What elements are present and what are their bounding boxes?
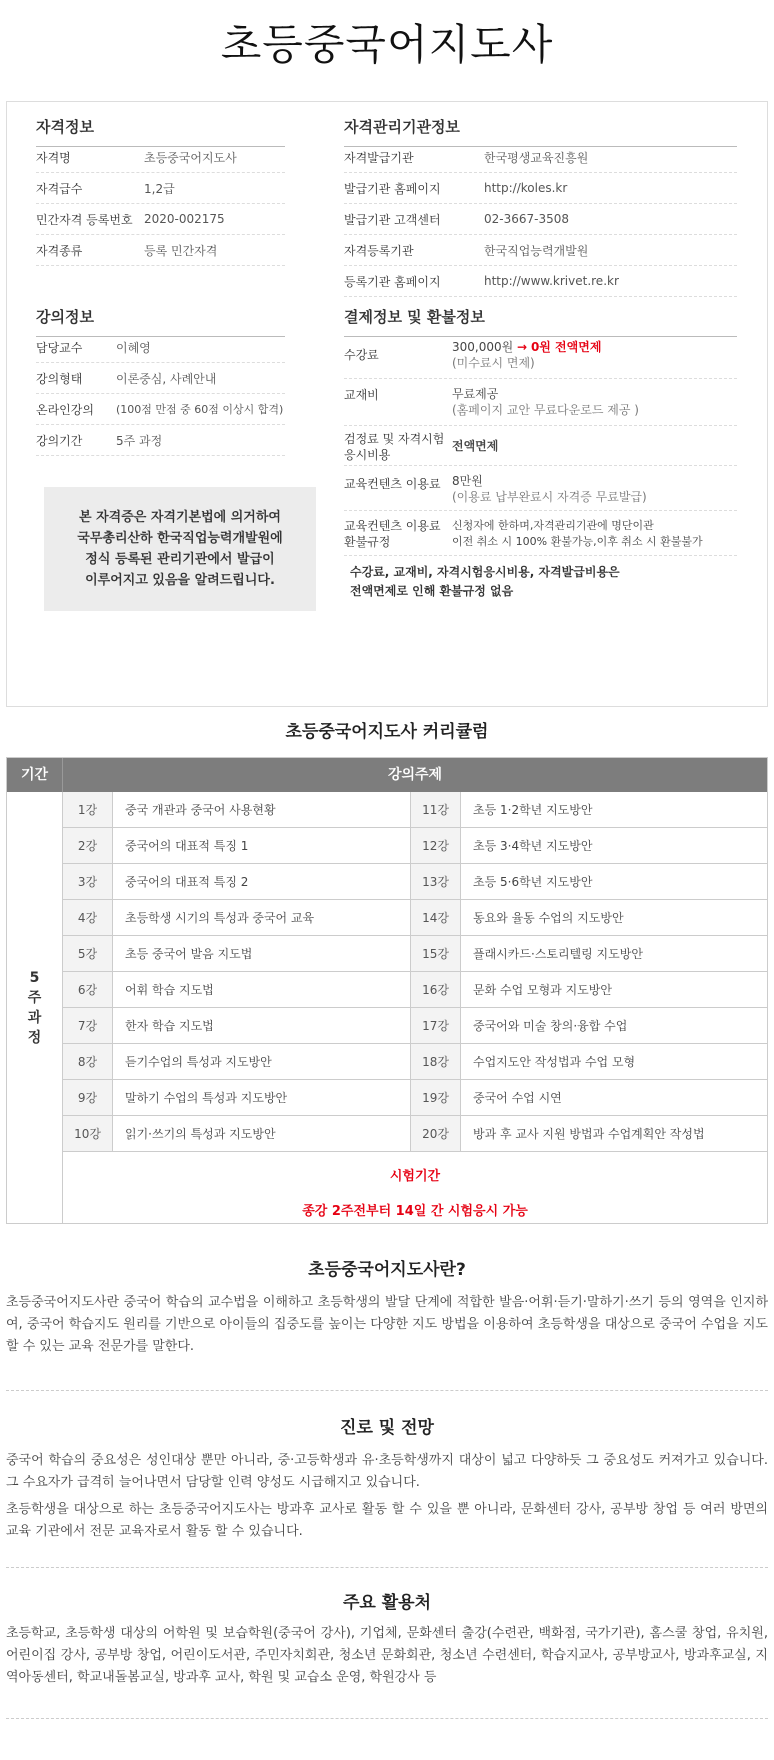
qualification-row [36, 235, 285, 266]
curriculum-table [6, 757, 768, 1224]
lecture-key: 담당교수 [36, 340, 83, 355]
lecture-title: 강의정보 [36, 306, 285, 337]
lecture-number: 8강 [63, 1044, 113, 1079]
exam-fee-row [344, 426, 737, 466]
exam-fee-key-line1: 검정료 및 자격시험 [344, 432, 445, 446]
about-title: 초등중국어지도사란? [308, 1260, 466, 1280]
lecture-topic: 한자 학습 지도법 [125, 1019, 214, 1033]
lecture-number: 7강 [63, 1008, 113, 1043]
refund-note-line1: 수강료, 교재비, 자격시험응시비용, 자격발급비용은 [350, 565, 620, 579]
page-title: 초등중국어지도사 [220, 20, 554, 69]
lecture-row [63, 864, 411, 900]
lecture-topic: 초등 중국어 발음 지도법 [125, 947, 253, 961]
divider [6, 1390, 768, 1391]
lecture-row [411, 1008, 767, 1044]
lecture-row [36, 394, 285, 425]
divider [6, 1567, 768, 1568]
qualification-title: 자격정보 [36, 116, 285, 147]
registry-homepage-link[interactable]: http://www.krivet.re.kr [484, 274, 619, 288]
lecture-row [63, 972, 411, 1008]
lecture-topic: 플래시카드·스토리텔링 지도방안 [473, 947, 643, 961]
lecture-row [63, 1044, 411, 1080]
lecture-topic: 어휘 학습 지도법 [125, 983, 214, 997]
textbook-key: 교재비 [344, 388, 379, 402]
lecture-row [36, 425, 285, 456]
lecture-topic: 초등 3·4학년 지도방안 [473, 839, 593, 853]
lecture-row [36, 332, 285, 363]
lecture-number: 5강 [63, 936, 113, 971]
info-box [6, 101, 768, 707]
lecture-topic: 중국 개관과 중국어 사용현황 [125, 803, 276, 817]
lecture-row [411, 972, 767, 1008]
tuition-row [344, 332, 737, 379]
tuition-arrow: → [517, 340, 528, 354]
tuition-value [452, 339, 601, 371]
agency-key: 자격발급기관 [344, 150, 414, 165]
lecture-number: 15강 [411, 936, 461, 971]
qualification-value: 초등중국어지도사 [144, 150, 237, 165]
lecture-row [63, 1116, 411, 1152]
lecture-number: 11강 [411, 792, 461, 827]
lecture-value: (100점 만점 중 60점 이상시 합격) [116, 403, 284, 416]
lecture-number: 9강 [63, 1080, 113, 1115]
usage-title: 주요 활용처 [342, 1593, 432, 1613]
agency-value: 02-3667-3508 [484, 212, 570, 226]
qualification-row [36, 142, 285, 173]
lecture-value: 이혜영 [116, 340, 151, 355]
tuition-key: 수강료 [344, 348, 379, 362]
textbook-value [452, 386, 639, 418]
agency-row [344, 173, 737, 204]
certification-notice [44, 487, 316, 611]
refund-key-line1: 교육컨텐츠 이용료 [344, 519, 441, 533]
lecture-row [63, 1008, 411, 1044]
lecture-topic: 수업지도안 작성법과 수업 모형 [473, 1055, 636, 1069]
qualification-row [36, 173, 285, 204]
refund-line1: 신청자에 한하며,자격관리기관에 명단이관 [452, 519, 654, 532]
agency-key: 발급기관 홈페이지 [344, 181, 441, 196]
refund-line2: 이전 취소 시 100% 환불가능,이후 취소 시 환불불가 [452, 535, 703, 548]
content-fee-key: 교육컨텐츠 이용료 [344, 477, 441, 491]
lecture-key: 온라인강의 [36, 402, 94, 417]
lecture-number: 3강 [63, 864, 113, 899]
notice-line: 본 자격증은 자격기본법에 의거하여 [79, 510, 281, 525]
lecture-number: 6강 [63, 972, 113, 1007]
lecture-number: 20강 [411, 1116, 461, 1151]
agency-key: 발급기관 고객센터 [344, 212, 441, 227]
lecture-topic: 문화 수업 모형과 지도방안 [473, 983, 612, 997]
lecture-row [411, 900, 767, 936]
content-fee-main: 8만원 [452, 474, 483, 488]
refund-row [344, 511, 737, 556]
lecture-topic: 중국어 수업 시연 [473, 1091, 562, 1105]
qualification-row [36, 204, 285, 235]
qualification-key: 자격종류 [36, 243, 83, 258]
agency-title: 자격관리기관정보 [344, 116, 737, 147]
career-title: 진로 및 전망 [340, 1418, 434, 1438]
notice-line: 정식 등록된 관리기관에서 발급이 [85, 552, 275, 567]
refund-key-line2: 환불규정 [344, 535, 391, 549]
qualification-value: 등록 민간자격 [144, 243, 218, 258]
qualification-key: 자격급수 [36, 181, 83, 196]
content-fee-row [344, 466, 737, 511]
qualification-value: 1,2급 [144, 181, 175, 196]
exam-label: 시험기간 [389, 1169, 441, 1184]
header-period: 기간 [7, 758, 63, 792]
lecture-number: 2강 [63, 828, 113, 863]
lecture-topic: 초등 1·2학년 지도방안 [473, 803, 593, 817]
qualification-key: 자격명 [36, 150, 71, 165]
qualification-key: 민간자격 등록번호 [36, 212, 133, 227]
lecture-number: 17강 [411, 1008, 461, 1043]
textbook-main: 무료제공 [452, 387, 499, 401]
about-text: 초등중국어지도사란 중국어 학습의 교수법을 이해하고 초등학생의 발달 단계에 적합한 발음·어휘·듣기·말하기·쓰기 등의 영역을 인지하여, 중국어 학습지도 원리를 기반으로 아이들의 집중도를 높이는 다양한 지도 방법을 이용하여 초등학생을 대상으로 중국어 수업을 지도할 수 있는 교육 전문가를 말한다. [6, 1295, 768, 1354]
usage-text: 초등학교, 초등학생 대상의 어학원 및 보습학원(중국어 강사), 기업체, 문화센터 출강(수련관, 백화점, 국가기관), 홈스쿨 창업, 유치원, 어린이집 강사, 공부방 창업, 어린이도서관, 주민자치회관, 청소년 문화회관, 청소년 수련센터, 학습지교사, 공부방교사, 방과후교실, 지역아동센터, 학교내돌봄교실, 방과후 교사, 학원 및 교습소 운영, 학원강사 등 [6, 1626, 768, 1685]
lecture-row [411, 828, 767, 864]
agency-value: 한국평생교육진흥원 [484, 150, 589, 165]
lecture-topic: 중국어의 대표적 특징 1 [125, 839, 249, 853]
lecture-number: 4강 [63, 900, 113, 935]
lecture-number: 1강 [63, 792, 113, 827]
lecture-number: 14강 [411, 900, 461, 935]
lecture-topic: 읽기·쓰기의 특성과 지도방안 [125, 1127, 276, 1141]
exam-fee-value: 전액면제 [452, 439, 499, 453]
notice-line: 이루어지고 있음을 알려드립니다. [85, 573, 275, 588]
lecture-topic: 동요와 율동 수업의 지도방안 [473, 911, 624, 925]
content-fee-sub: (이용료 납부완료시 자격증 무료발급) [452, 490, 647, 504]
refund-note-line2: 전액면제로 인해 환불규정 없음 [350, 584, 514, 598]
lecture-topic: 초등 5·6학년 지도방안 [473, 875, 593, 889]
lecture-row [63, 1080, 411, 1116]
notice-line: 국무총리산하 한국직업능력개발원에 [77, 531, 283, 546]
payment-title: 결제정보 및 환불정보 [344, 306, 737, 337]
career-text-2: 초등학생을 대상으로 하는 초등중국어지도사는 방과후 교사로 활동 할 수 있을 뿐 아니라, 문화센터 강사, 공부방 창업 등 여러 방면의 교육 기관에서 전문 교육자로서 활동 할 수 있습니다. [6, 1502, 768, 1539]
lecture-number: 19강 [411, 1080, 461, 1115]
curriculum-title: 초등중국어지도사 커리큘럼 [285, 722, 489, 742]
agency-row [344, 204, 737, 235]
lecture-row [411, 864, 767, 900]
exam-fee-key [344, 431, 444, 463]
period-label: 5주 과정 [27, 969, 42, 1046]
exam-fee-key-line2: 응시비용 [344, 448, 391, 462]
exam-description: 종강 2주전부터 14일 간 시험응시 가능 [302, 1204, 528, 1219]
lecture-number: 10강 [63, 1116, 113, 1151]
lecture-row [411, 792, 767, 828]
lecture-topic: 중국어와 미술 창의·융합 수업 [473, 1019, 628, 1033]
agency-homepage-link[interactable]: http://koles.kr [484, 181, 568, 195]
qualification-value: 2020-002175 [144, 212, 225, 226]
lecture-topic: 초등학생 시기의 특성과 중국어 교육 [125, 911, 315, 925]
lecture-row [411, 1044, 767, 1080]
tuition-discount: 0원 전액면제 [530, 340, 602, 354]
lecture-value: 이론중심, 사례안내 [116, 371, 217, 386]
header-topic: 강의주제 [63, 758, 767, 792]
agency-key: 자격등록기관 [344, 243, 414, 258]
textbook-sub: (홈페이지 교안 무료다운로드 제공 ) [452, 403, 639, 417]
lecture-row [63, 792, 411, 828]
lecture-topic: 말하기 수업의 특성과 지도방안 [125, 1091, 288, 1105]
lecture-row [36, 363, 285, 394]
lecture-key: 강의기간 [36, 433, 83, 448]
tuition-price: 300,000원 [452, 340, 514, 354]
agency-value: 한국직업능력개발원 [484, 243, 589, 258]
divider [6, 1718, 768, 1719]
agency-row [344, 235, 737, 266]
lecture-topic: 듣기수업의 특성과 지도방안 [125, 1055, 272, 1069]
period-cell [7, 792, 63, 1223]
tuition-sub: (미수료시 면제) [452, 356, 535, 370]
agency-row [344, 142, 737, 173]
refund-key [344, 518, 441, 550]
agency-key: 등록기관 홈페이지 [344, 274, 441, 289]
content-fee-value [452, 473, 647, 505]
lecture-row [63, 900, 411, 936]
lecture-number: 12강 [411, 828, 461, 863]
refund-value [452, 518, 703, 550]
exam-period-box [63, 1152, 767, 1223]
refund-note [350, 563, 750, 601]
lecture-number: 13강 [411, 864, 461, 899]
career-text-1: 중국어 학습의 중요성은 성인대상 뿐만 아니라, 중·고등학생과 유·초등학생까지 대상이 넓고 다양하듯 그 중요성도 커져가고 있습니다. 그 수요자가 급격히 늘어나면서 담당할 인력 양성도 시급해지고 있습니다. [6, 1453, 768, 1490]
agency-row [344, 266, 737, 297]
lecture-row [411, 936, 767, 972]
lecture-key: 강의형태 [36, 371, 83, 386]
lecture-row [63, 936, 411, 972]
lecture-row [411, 1080, 767, 1116]
lecture-topic: 중국어의 대표적 특징 2 [125, 875, 249, 889]
lecture-row [411, 1116, 767, 1152]
textbook-row [344, 379, 737, 426]
lecture-row [63, 828, 411, 864]
lecture-number: 18강 [411, 1044, 461, 1079]
lecture-topic: 방과 후 교사 지원 방법과 수업계획안 작성법 [473, 1127, 705, 1141]
lecture-number: 16강 [411, 972, 461, 1007]
lecture-value: 5주 과정 [116, 433, 163, 448]
